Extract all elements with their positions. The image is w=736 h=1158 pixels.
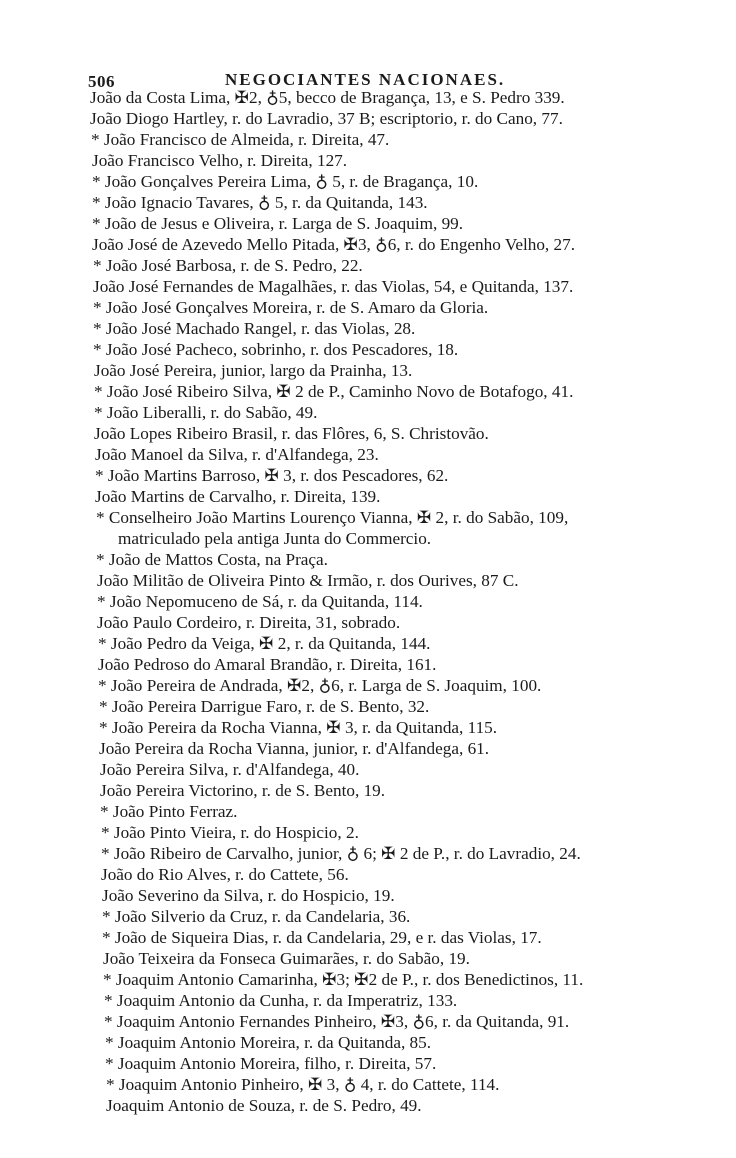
- directory-entry: João Paulo Cordeiro, r. Direita, 31, sobrado.: [97, 613, 401, 632]
- directory-entry: * Joaquim Antonio Moreira, r. da Quitanda, 85.: [105, 1033, 432, 1052]
- directory-entry: * Joaquim Antonio da Cunha, r. da Imperatriz, 133.: [104, 991, 458, 1010]
- directory-entry: * João José Machado Rangel, r. das Violas, 28.: [93, 319, 416, 338]
- directory-entry: João Lopes Ribeiro Brasil, r. das Flôres, 6, S. Christovão.: [94, 424, 489, 443]
- directory-entry: João do Rio Alves, r. do Cattete, 56.: [101, 865, 349, 884]
- directory-entry: * Joaquim Antonio Moreira, filho, r. Direita, 57.: [105, 1054, 437, 1073]
- directory-entry: * João Pereira Darrigue Faro, r. de S. Bento, 32.: [99, 697, 430, 716]
- page-number: 506: [88, 72, 115, 91]
- directory-entry: * Conselheiro João Martins Lourenço Vianna, ✠ 2, r. do Sabão, 109,: [96, 508, 569, 527]
- directory-entry: * João Liberalli, r. do Sabão, 49.: [94, 403, 318, 422]
- directory-entry: João Diogo Hartley, r. do Lavradio, 37 B; escriptorio, r. do Cano, 77.: [90, 109, 563, 128]
- directory-entry: * João Pinto Ferraz.: [100, 802, 238, 821]
- directory-entry: João Francisco Velho, r. Direita, 127.: [92, 151, 348, 170]
- directory-entry: * João Silverio da Cruz, r. da Candelaria, 36.: [102, 907, 411, 926]
- directory-entry-continuation: matriculado pela antiga Junta do Commercio.: [118, 529, 432, 548]
- directory-entry: * João José Pacheco, sobrinho, r. dos Pescadores, 18.: [93, 340, 459, 359]
- directory-entry: João Pereira da Rocha Vianna, junior, r. d'Alfandega, 61.: [99, 739, 490, 758]
- directory-entry: * João Pereira da Rocha Vianna, ✠ 3, r. da Quitanda, 115.: [99, 718, 498, 737]
- directory-entry: João José de Azevedo Mello Pitada, ✠3, ♁6, r. do Engenho Velho, 27.: [92, 235, 576, 254]
- directory-entry: * Joaquim Antonio Camarinha, ✠3; ✠2 de P., r. dos Benedictinos, 11.: [103, 970, 584, 989]
- directory-entry: * João Pedro da Veiga, ✠ 2, r. da Quitanda, 144.: [98, 634, 431, 653]
- directory-entry: João Militão de Oliveira Pinto & Irmão, r. dos Ourives, 87 C.: [97, 571, 519, 590]
- directory-entry: Joaquim Antonio de Souza, r. de S. Pedro, 49.: [106, 1096, 422, 1115]
- directory-entry: * João de Mattos Costa, na Praça.: [96, 550, 328, 569]
- directory-entry: * João Gonçalves Pereira Lima, ♁ 5, r. de Bragança, 10.: [92, 172, 479, 191]
- directory-entry: João Teixeira da Fonseca Guimarães, r. do Sabão, 19.: [103, 949, 470, 968]
- directory-entry: * Joaquim Antonio Fernandes Pinheiro, ✠3, ♁6, r. da Quitanda, 91.: [104, 1012, 570, 1031]
- directory-entry: João José Fernandes de Magalhães, r. das Violas, 54, e Quitanda, 137.: [93, 277, 574, 296]
- directory-entry: João Manoel da Silva, r. d'Alfandega, 23.: [95, 445, 379, 464]
- directory-entry: * João Pereira de Andrada, ✠2, ♁6, r. Larga de S. Joaquim, 100.: [98, 676, 542, 695]
- directory-entry: João Pedroso do Amaral Brandão, r. Direita, 161.: [98, 655, 437, 674]
- directory-entry: * Joaquim Antonio Pinheiro, ✠ 3, ♁ 4, r. do Cattete, 114.: [106, 1075, 500, 1094]
- directory-entry: * João Martins Barroso, ✠ 3, r. dos Pescadores, 62.: [95, 466, 449, 485]
- directory-entry: * João de Siqueira Dias, r. da Candelaria, 29, e r. das Violas, 17.: [102, 928, 542, 947]
- directory-entry: João José Pereira, junior, largo da Prainha, 13.: [94, 361, 413, 380]
- directory-entry: João Severino da Silva, r. do Hospicio, 19.: [102, 886, 395, 905]
- directory-entry: João da Costa Lima, ✠2, ♁5, becco de Bragança, 13, e S. Pedro 339.: [90, 88, 565, 107]
- directory-entry: * João Pinto Vieira, r. do Hospicio, 2.: [101, 823, 359, 842]
- directory-entry: * João Nepomuceno de Sá, r. da Quitanda, 114.: [97, 592, 423, 611]
- directory-entry: * João José Ribeiro Silva, ✠ 2 de P., Caminho Novo de Botafogo, 41.: [94, 382, 574, 401]
- directory-entry: João Martins de Carvalho, r. Direita, 139.: [95, 487, 381, 506]
- running-title: NEGOCIANTES NACIONAES.: [225, 70, 506, 89]
- directory-entry: * João Francisco de Almeida, r. Direita, 47.: [91, 130, 390, 149]
- directory-entry: João Pereira Victorino, r. de S. Bento, 19.: [100, 781, 386, 800]
- directory-entry: * João José Gonçalves Moreira, r. de S. Amaro da Gloria.: [93, 298, 489, 317]
- directory-entry: * João de Jesus e Oliveira, r. Larga de S. Joaquim, 99.: [92, 214, 464, 233]
- directory-entry: João Pereira Silva, r. d'Alfandega, 40.: [100, 760, 360, 779]
- directory-entry: * João José Barbosa, r. de S. Pedro, 22.: [93, 256, 363, 275]
- directory-entry: * João Ribeiro de Carvalho, junior, ♁ 6; ✠ 2 de P., r. do Lavradio, 24.: [101, 844, 581, 863]
- directory-entry: * João Ignacio Tavares, ♁ 5, r. da Quitanda, 143.: [92, 193, 428, 212]
